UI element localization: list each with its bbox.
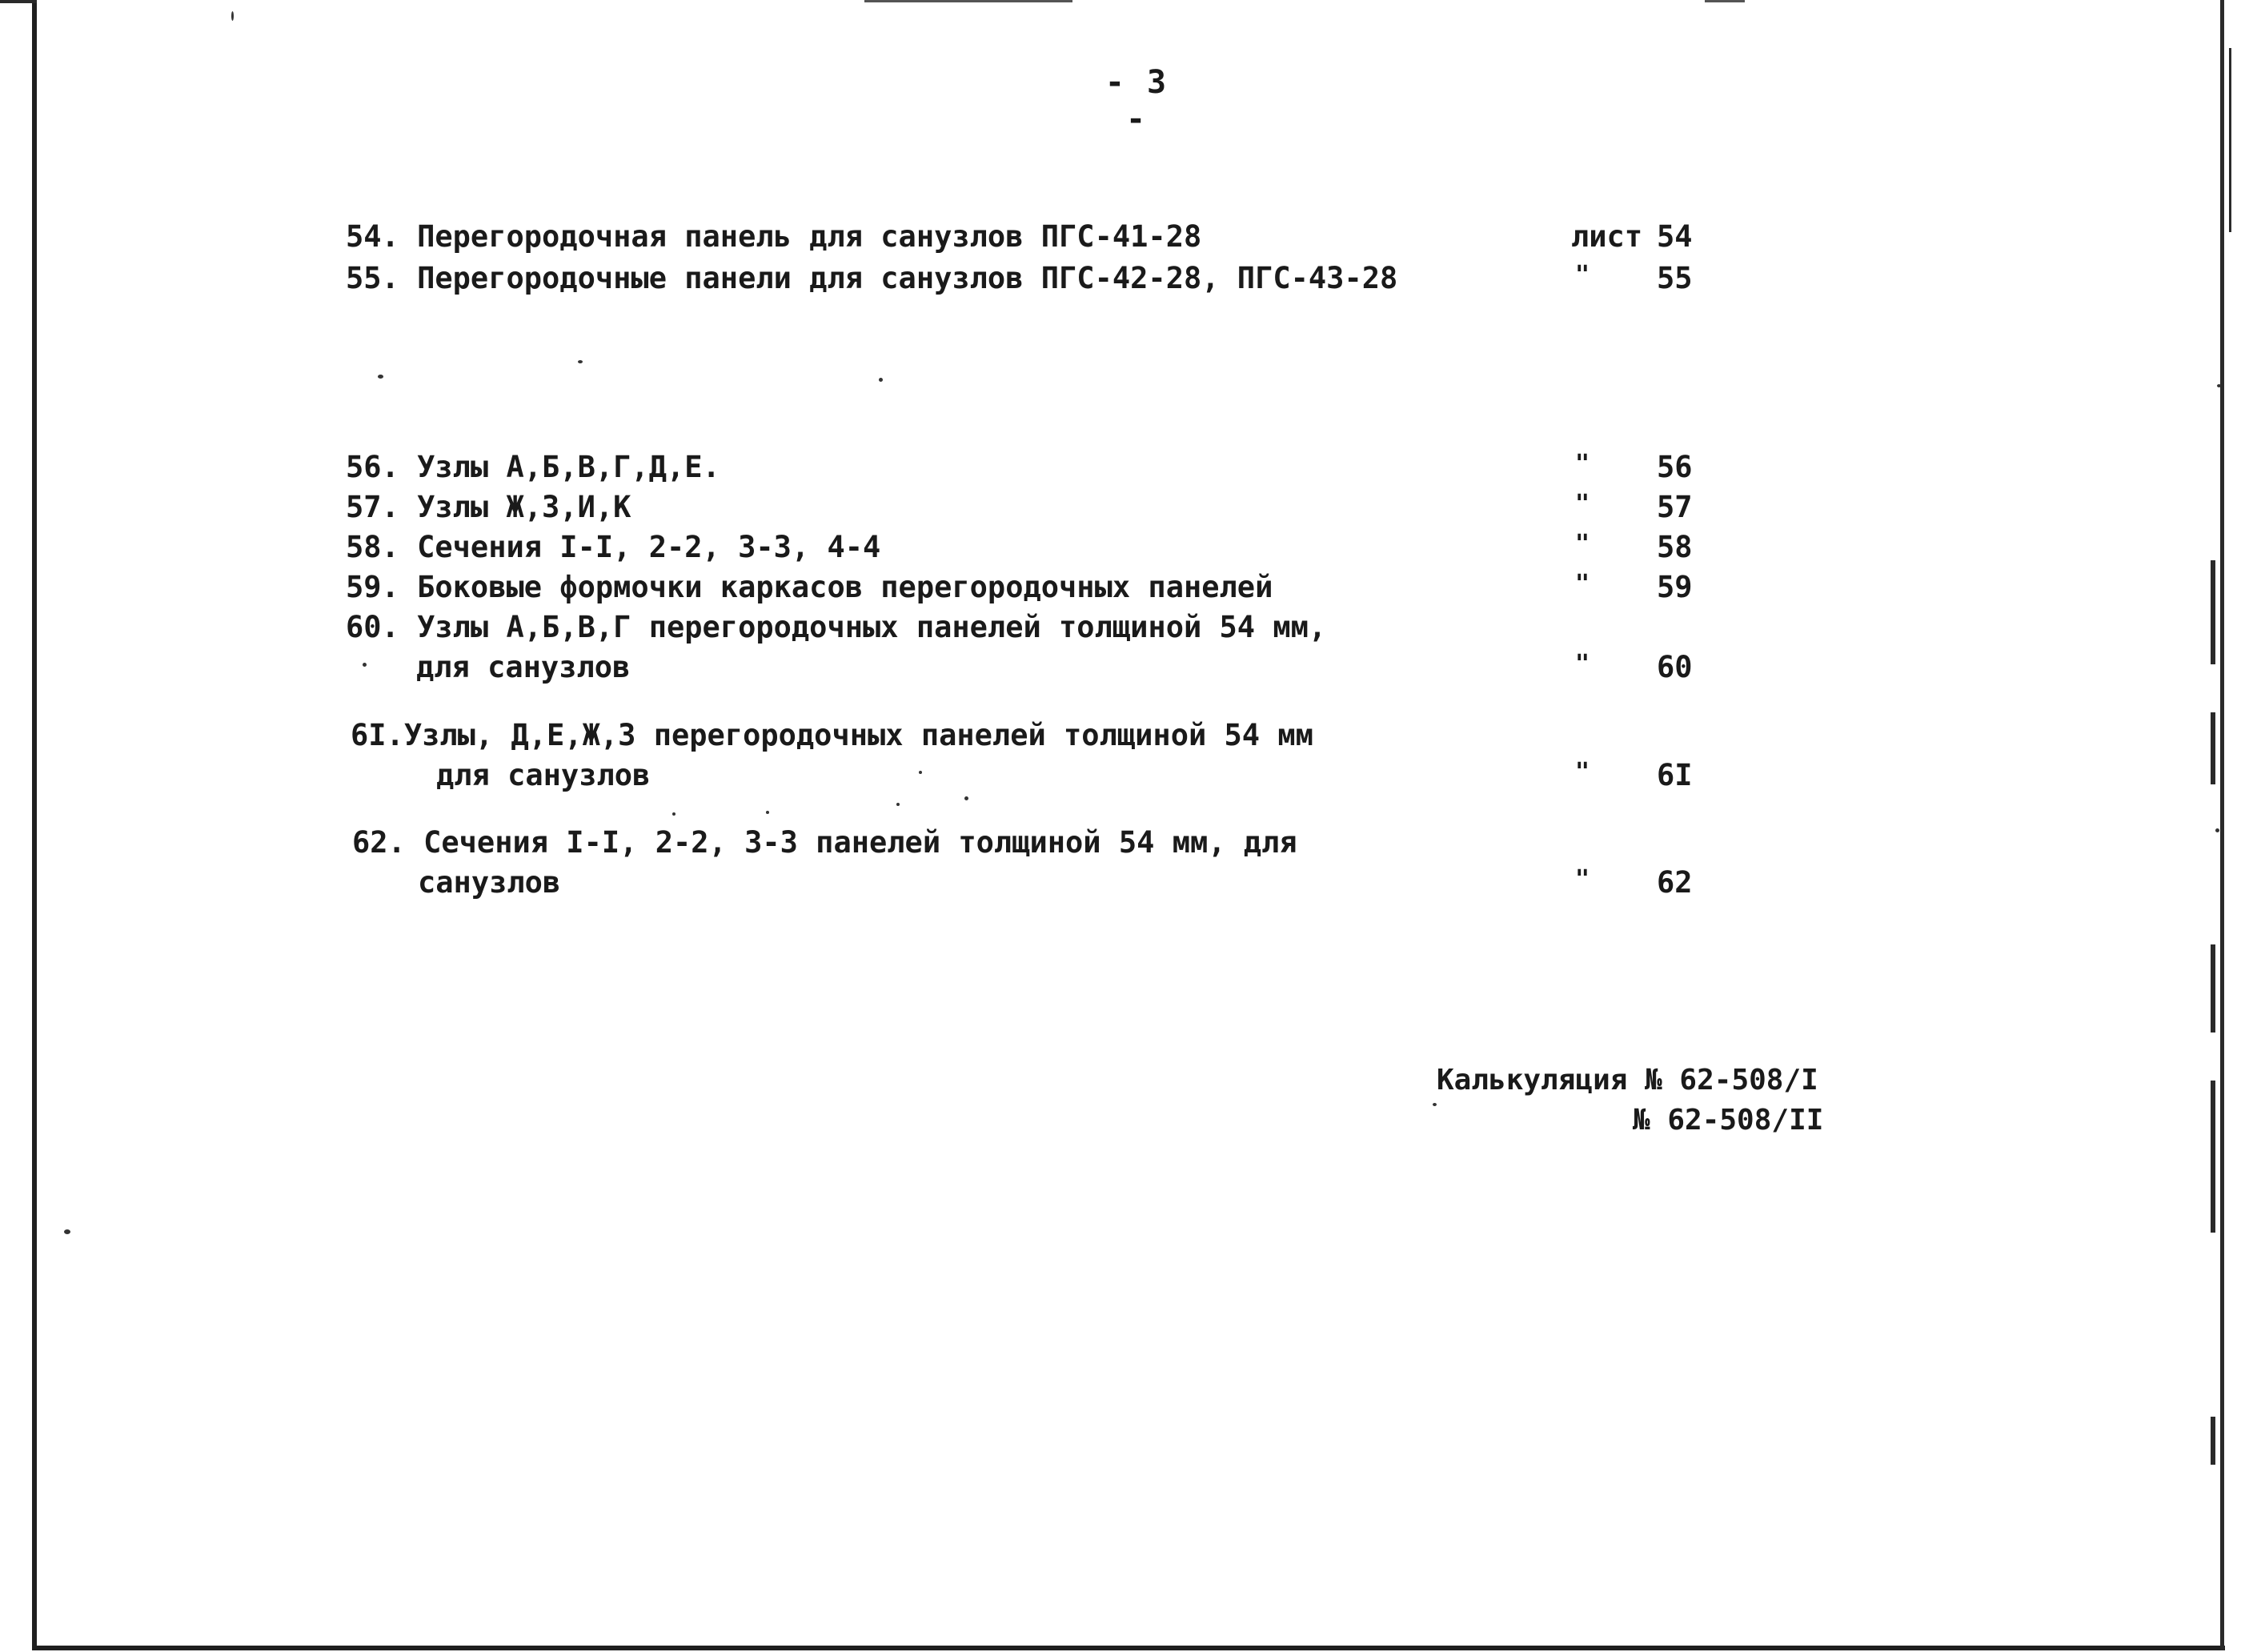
scan-speck [378,375,383,379]
page-number: - 3 - [1104,64,1169,138]
ditto-mark: " [1575,450,1590,478]
sheet-number-54: 54 [1657,219,1693,254]
calculation-reference-2: № 62-508/II [1633,1104,1824,1137]
scan-speck [672,812,676,816]
calculation-reference-1: Калькуляция № 62-508/I [1437,1064,1818,1097]
ditto-mark: " [1575,865,1590,893]
top-edge-mark [1705,0,1745,2]
ditto-mark: " [1575,261,1590,289]
ditto-mark: " [1575,650,1590,678]
edge-ink-mark [2211,1081,2215,1177]
ditto-mark: " [1575,570,1590,598]
scan-speck [879,378,883,382]
edge-ink-mark [2211,1417,2215,1465]
ditto-mark: " [1575,530,1590,558]
contents-entry-57: 57. Узлы Ж,З,И,К [346,490,631,524]
scan-speck [231,11,234,21]
edge-ink-mark [2211,712,2215,784]
scan-speck [919,771,922,774]
sheet-number-57: 57 [1657,490,1693,524]
frame-right-border [2220,0,2224,1650]
contents-entry-62: 62. Сечения I-I, 2-2, 3-3 панелей толщиной 54 мм, для [352,825,1297,860]
frame-left-border [32,0,37,1650]
scan-speck [896,803,900,806]
scan-speck [2217,384,2221,387]
frame-bottom-border [32,1646,2225,1650]
scan-speck [766,811,769,814]
scan-speck [1433,1103,1437,1106]
sheet-number-62: 62 [1657,865,1693,900]
scan-speck [64,1229,70,1234]
contents-entry-54: 54. Перегородочная панель для санузлов ПГС-41-28 [346,219,1202,254]
contents-entry-59: 59. Боковые формочки каркасов перегородочных панелей [346,570,1273,604]
sheet-header-label: лист [1571,219,1643,254]
edge-ink-mark [2211,1169,2215,1233]
sheet-number-61: 6I [1657,758,1693,792]
scan-speck [578,360,583,363]
edge-ink-mark [2211,944,2215,1032]
edge-ink-mark [2211,560,2215,664]
frame-top-corner [0,0,37,3]
sheet-number-60: 60 [1657,650,1693,684]
sheet-number-56: 56 [1657,450,1693,484]
contents-entry-55: 55. Перегородочные панели для санузлов ПГС-42-28, ПГС-43-28 [346,261,1398,295]
sheet-number-58: 58 [1657,530,1693,564]
sheet-number-55: 55 [1657,261,1693,295]
scan-speck [964,796,968,800]
edge-ink-mark [2229,48,2231,232]
scan-speck [363,663,367,667]
top-edge-mark [864,0,1072,2]
contents-entry-62-continued: санузлов [418,865,561,900]
sheet-number-59: 59 [1657,570,1693,604]
scan-speck [2215,828,2219,832]
contents-entry-58: 58. Сечения I-I, 2-2, 3-3, 4-4 [346,530,881,564]
contents-entry-61: 6I.Узлы, Д,Е,Ж,З перегородочных панелей толщиной 54 мм [351,718,1313,752]
contents-entry-60: 60. Узлы А,Б,В,Г перегородочных панелей толщиной 54 мм, [346,610,1327,644]
ditto-mark: " [1575,758,1590,786]
contents-entry-60-continued: для санузлов [416,650,631,684]
contents-entry-56: 56. Узлы А,Б,В,Г,Д,Е. [346,450,720,484]
contents-entry-61-continued: для санузлов [436,758,651,792]
ditto-mark: " [1575,490,1590,518]
